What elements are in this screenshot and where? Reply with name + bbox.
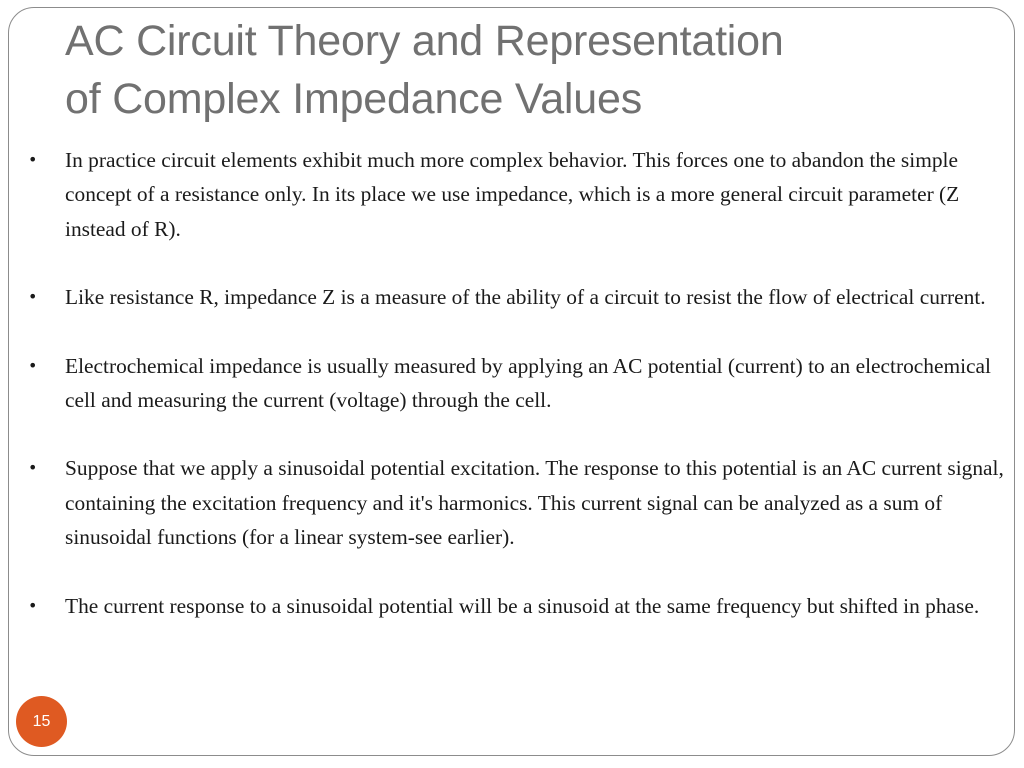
bullet-item — [28, 451, 1014, 554]
slide-title — [65, 12, 965, 128]
bullet-list — [28, 143, 1014, 657]
title-line-1: AC Circuit Theory and Representation — [65, 17, 784, 65]
bullet-item — [28, 349, 1014, 418]
bullet-marker: • — [28, 595, 38, 615]
bullet-text: Electrochemical impedance is usually measured by applying an AC potential (current) to an electrochemical cell and measuring the current (voltage) through the cell. — [65, 353, 991, 413]
bullet-text: Like resistance R, impedance Z is a measure of the ability of a circuit to resist the flow of electrical current. — [65, 285, 986, 310]
bullet-text: In practice circuit elements exhibit much more complex behavior. This forces one to abandon the simple concept of a resistance only. In its place we use impedance, which is a more general circuit parameter (Z instead of R). — [65, 148, 960, 241]
page-number-badge: 15 — [16, 696, 67, 747]
bullet-marker: • — [28, 458, 38, 478]
bullet-text: Suppose that we apply a sinusoidal potential excitation. The response to this potential is an AC current signal, containing the excitation frequency and it's harmonics. This current signal can be analyzed as a sum of sinusoidal functions (for a linear system-see earlier). — [65, 456, 1004, 550]
bullet-marker: • — [28, 287, 38, 307]
bullet-item — [28, 589, 1014, 623]
bullet-item — [28, 280, 1014, 314]
bullet-marker: • — [28, 150, 38, 169]
bullet-item — [28, 143, 1014, 246]
bullet-text: The current response to a sinusoidal potential will be a sinusoid at the same frequency but shifted in phase. — [65, 593, 980, 618]
bullet-marker: • — [28, 355, 38, 375]
title-line-2: of Complex Impedance Values — [65, 75, 643, 123]
